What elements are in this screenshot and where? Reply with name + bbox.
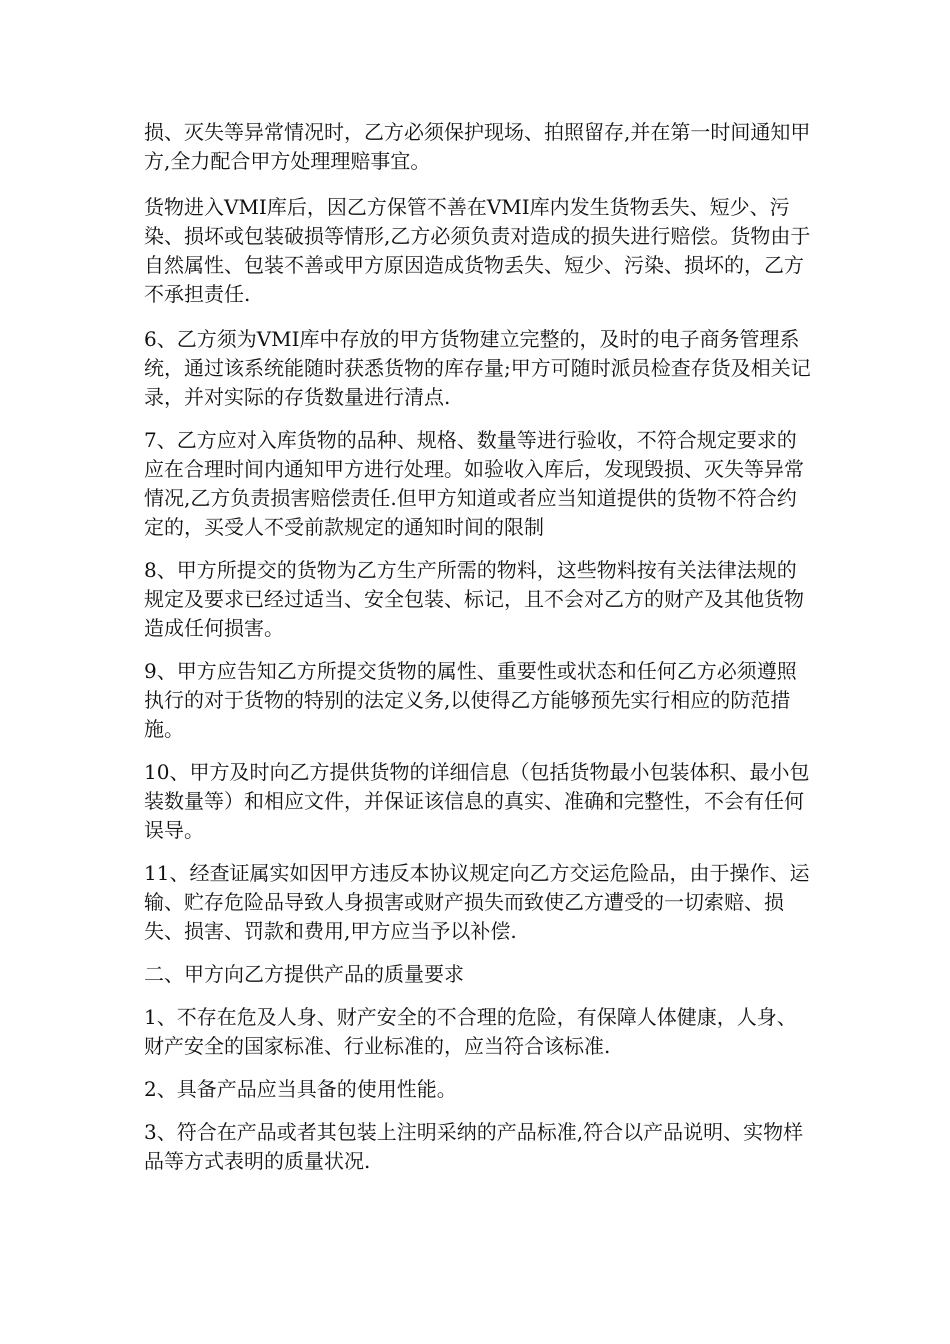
paragraph-clause-8: 8、甲方所提交的货物为乙方生产所需的物料，这些物料按有关法律法规的规定及要求已经过适当、安全包装、标记，且不会对乙方的财产及其他货物造成任何损害。	[144, 558, 804, 640]
paragraph-quality-1: 1、不存在危及人身、财产安全的不合理的危险，有保障人体健康，人身、财产安全的国家标准、行业标准的，应当符合该标准.	[144, 1005, 797, 1058]
paragraph-quality-2: 2、具备产品应当具备的使用性能。	[144, 1077, 457, 1101]
paragraph-clause-9: 9、甲方应告知乙方所提交货物的属性、重要性或状态和任何乙方必须遵照执行的对于货物的特别的法定义务,以使得乙方能够预先实行相应的防范措施。	[144, 659, 797, 741]
paragraph-vmi-loss-liability: 货物进入VMI库后，因乙方保管不善在VMI库内发生货物丢失、短少、污染、损坏或包装破损等情形,乙方必须负责对造成的损失进行赔偿。货物由于自然属性、包装不善或甲方原因造成货物丢失、短少、污染、损坏的，乙方不承担责任.	[144, 195, 811, 306]
paragraph-damage-notice: 损、灭失等异常情况时，乙方必须保护现场、拍照留存,并在第一时间通知甲方,全力配合甲方处理理赔事宜。	[144, 120, 811, 173]
paragraph-clause-11: 11、经查证属实如因甲方违反本协议规定向乙方交运危险品，由于操作、运输、贮存危险品导致人身损害或财产损失而致使乙方遭受的一切索赔、损失、损害、罚款和费用,甲方应当予以补偿.	[144, 861, 810, 943]
section-heading-quality-requirements: 二、甲方向乙方提供产品的质量要求	[144, 962, 464, 986]
paragraph-clause-10: 10、甲方及时向乙方提供货物的详细信息（包括货物最小包装体积、最小包装数量等）和相应文件，并保证该信息的真实、准确和完整性，不会有任何误导。	[144, 760, 810, 842]
paragraph-clause-6: 6、乙方须为VMI库中存放的甲方货物建立完整的，及时的电子商务管理系统，通过该系统能随时获悉货物的库存量;甲方可随时派员检查存货及相关记录，并对实际的存货数量进行清点.	[144, 327, 811, 409]
paragraph-clause-7: 7、乙方应对入库货物的品种、规格、数量等进行验收，不符合规定要求的应在合理时间内通知甲方进行处理。如验收入库后，发现毁损、灭失等异常情况,乙方负责损害赔偿责任.但甲方知道或者应当知道提供的货物不符合约定的，买受人不受前款规定的通知时间的限制	[144, 428, 804, 539]
document-body	[144, 118, 814, 1190]
paragraph-quality-3: 3、符合在产品或者其包装上注明采纳的产品标准,符合以产品说明、实物样品等方式表明的质量状况.	[144, 1120, 804, 1173]
